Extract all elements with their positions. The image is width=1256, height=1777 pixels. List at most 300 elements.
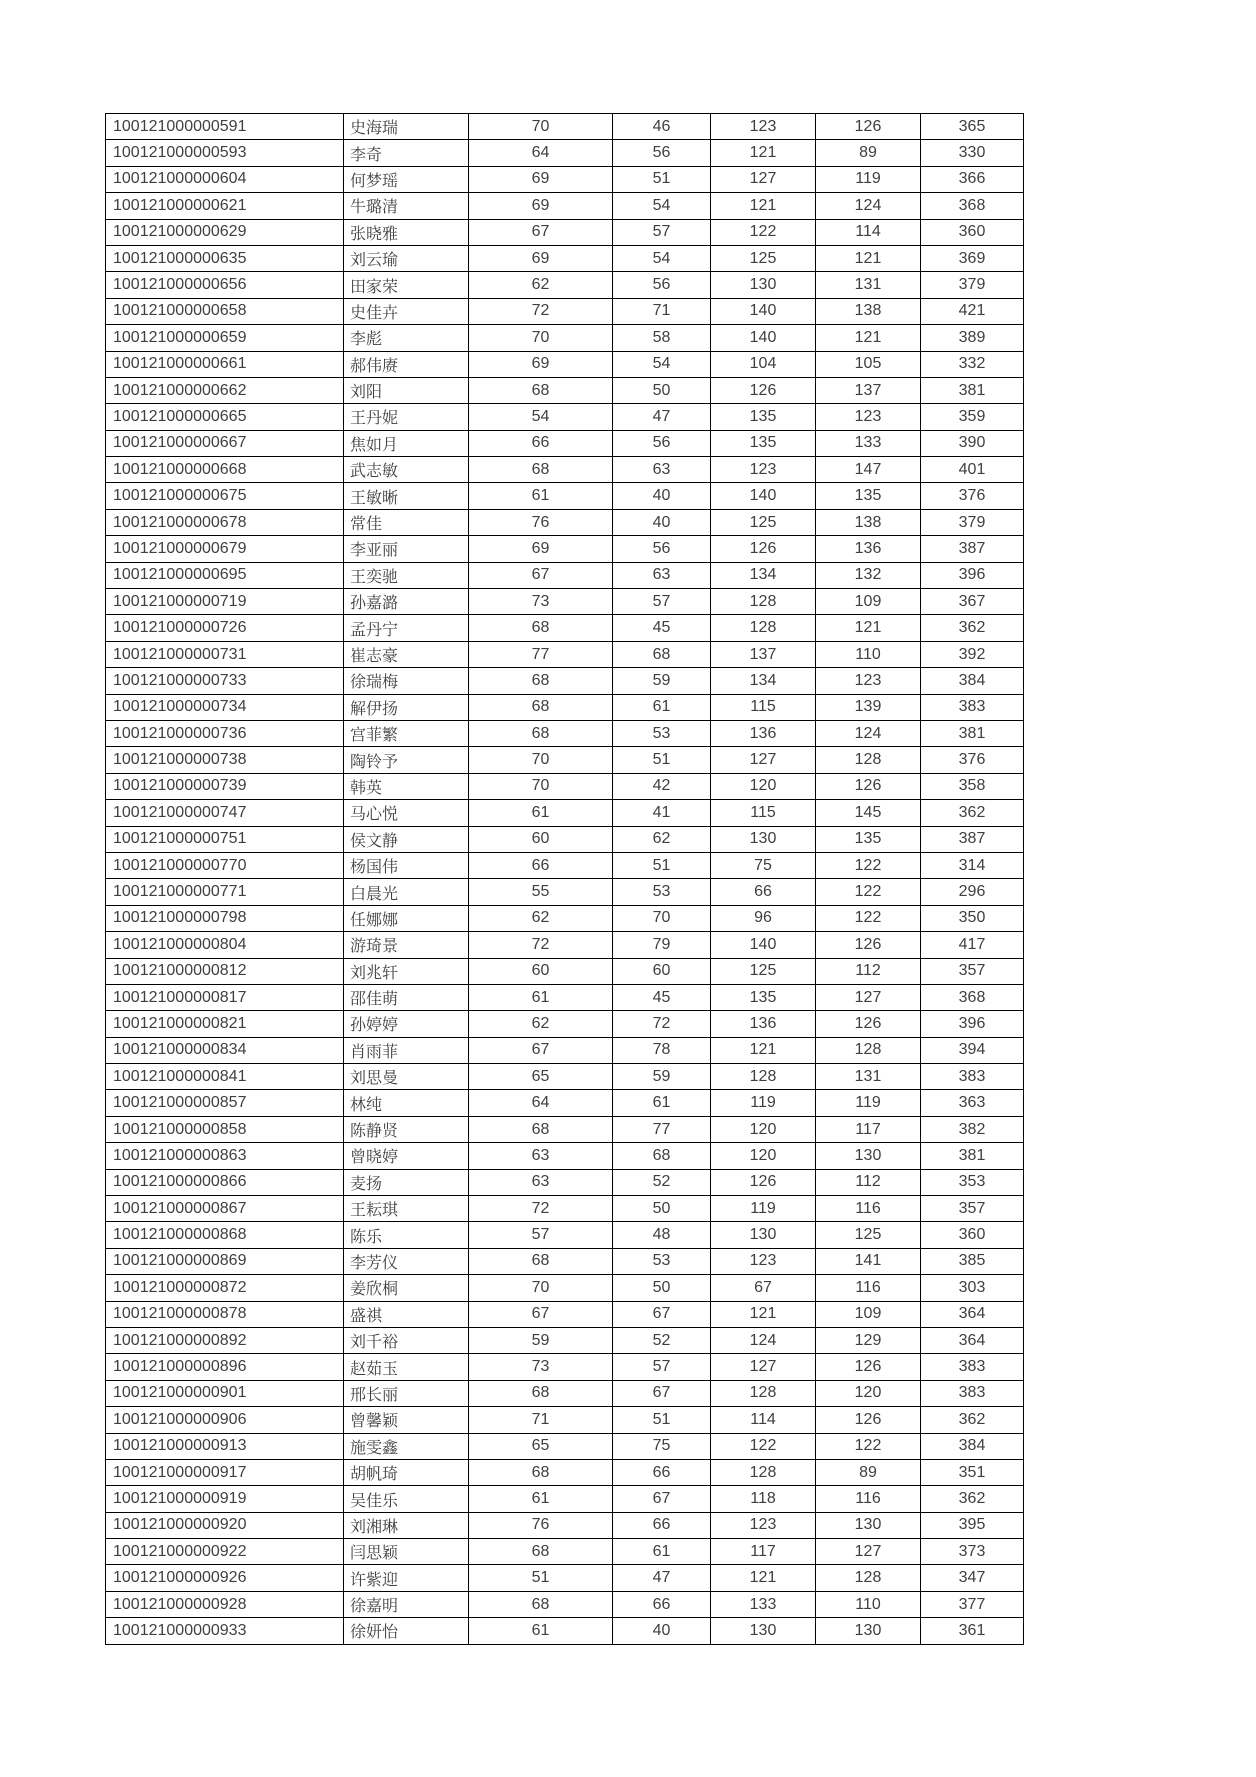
table-row bbox=[106, 536, 1024, 562]
table-row bbox=[106, 1380, 1024, 1406]
candidate-id-cell: 100121000000668 bbox=[106, 457, 344, 483]
score-3-cell: 117 bbox=[711, 1539, 816, 1565]
score-4-cell: 124 bbox=[816, 193, 921, 219]
score-4-cell: 138 bbox=[816, 298, 921, 324]
score-3-cell: 133 bbox=[711, 1591, 816, 1617]
candidate-name-cell: 徐嘉明 bbox=[344, 1591, 469, 1617]
table-row bbox=[106, 958, 1024, 984]
table-row bbox=[106, 1512, 1024, 1538]
score-4-cell: 116 bbox=[816, 1486, 921, 1512]
table-row bbox=[106, 747, 1024, 773]
candidate-id-cell: 100121000000719 bbox=[106, 589, 344, 615]
score-2-cell: 77 bbox=[613, 1116, 711, 1142]
total-score-cell: 369 bbox=[921, 245, 1024, 271]
score-3-cell: 130 bbox=[711, 272, 816, 298]
score-1-cell: 63 bbox=[469, 1143, 613, 1169]
candidate-id-cell: 100121000000841 bbox=[106, 1064, 344, 1090]
score-4-cell: 122 bbox=[816, 1433, 921, 1459]
score-2-cell: 59 bbox=[613, 1064, 711, 1090]
score-2-cell: 56 bbox=[613, 536, 711, 562]
score-1-cell: 68 bbox=[469, 1380, 613, 1406]
total-score-cell: 389 bbox=[921, 325, 1024, 351]
score-3-cell: 67 bbox=[711, 1275, 816, 1301]
score-1-cell: 51 bbox=[469, 1565, 613, 1591]
candidate-id-cell: 100121000000834 bbox=[106, 1037, 344, 1063]
score-4-cell: 121 bbox=[816, 245, 921, 271]
score-3-cell: 128 bbox=[711, 1459, 816, 1485]
score-4-cell: 131 bbox=[816, 1064, 921, 1090]
table-row bbox=[106, 668, 1024, 694]
total-score-cell: 357 bbox=[921, 958, 1024, 984]
score-3-cell: 136 bbox=[711, 1011, 816, 1037]
score-4-cell: 126 bbox=[816, 1011, 921, 1037]
score-1-cell: 67 bbox=[469, 219, 613, 245]
candidate-id-cell: 100121000000675 bbox=[106, 483, 344, 509]
score-2-cell: 52 bbox=[613, 1327, 711, 1353]
score-table bbox=[105, 113, 1024, 1645]
score-4-cell: 116 bbox=[816, 1196, 921, 1222]
candidate-id-cell: 100121000000593 bbox=[106, 140, 344, 166]
score-2-cell: 62 bbox=[613, 826, 711, 852]
candidate-name-cell: 白晨光 bbox=[344, 879, 469, 905]
total-score-cell: 296 bbox=[921, 879, 1024, 905]
score-3-cell: 127 bbox=[711, 1354, 816, 1380]
candidate-name-cell: 侯文静 bbox=[344, 826, 469, 852]
score-3-cell: 66 bbox=[711, 879, 816, 905]
total-score-cell: 357 bbox=[921, 1196, 1024, 1222]
score-1-cell: 59 bbox=[469, 1327, 613, 1353]
score-4-cell: 123 bbox=[816, 668, 921, 694]
total-score-cell: 347 bbox=[921, 1565, 1024, 1591]
score-4-cell: 126 bbox=[816, 114, 921, 140]
score-4-cell: 136 bbox=[816, 536, 921, 562]
candidate-name-cell: 李亚丽 bbox=[344, 536, 469, 562]
candidate-id-cell: 100121000000917 bbox=[106, 1459, 344, 1485]
score-4-cell: 109 bbox=[816, 1301, 921, 1327]
score-1-cell: 69 bbox=[469, 245, 613, 271]
candidate-name-cell: 王耘琪 bbox=[344, 1196, 469, 1222]
score-2-cell: 50 bbox=[613, 1275, 711, 1301]
score-3-cell: 134 bbox=[711, 562, 816, 588]
candidate-name-cell: 宫菲繁 bbox=[344, 720, 469, 746]
score-3-cell: 128 bbox=[711, 615, 816, 641]
score-1-cell: 61 bbox=[469, 984, 613, 1010]
score-3-cell: 75 bbox=[711, 852, 816, 878]
candidate-name-cell: 刘兆轩 bbox=[344, 958, 469, 984]
table-row bbox=[106, 562, 1024, 588]
score-3-cell: 120 bbox=[711, 1116, 816, 1142]
score-1-cell: 68 bbox=[469, 1248, 613, 1274]
total-score-cell: 362 bbox=[921, 1407, 1024, 1433]
score-4-cell: 112 bbox=[816, 1169, 921, 1195]
score-4-cell: 130 bbox=[816, 1143, 921, 1169]
score-1-cell: 60 bbox=[469, 826, 613, 852]
total-score-cell: 376 bbox=[921, 747, 1024, 773]
score-1-cell: 68 bbox=[469, 457, 613, 483]
score-2-cell: 67 bbox=[613, 1486, 711, 1512]
candidate-name-cell: 施雯鑫 bbox=[344, 1433, 469, 1459]
score-1-cell: 76 bbox=[469, 1512, 613, 1538]
candidate-name-cell: 曾晓婷 bbox=[344, 1143, 469, 1169]
candidate-name-cell: 李奇 bbox=[344, 140, 469, 166]
total-score-cell: 394 bbox=[921, 1037, 1024, 1063]
score-1-cell: 54 bbox=[469, 404, 613, 430]
candidate-id-cell: 100121000000747 bbox=[106, 800, 344, 826]
score-2-cell: 51 bbox=[613, 166, 711, 192]
score-2-cell: 67 bbox=[613, 1380, 711, 1406]
total-score-cell: 383 bbox=[921, 1064, 1024, 1090]
score-1-cell: 70 bbox=[469, 773, 613, 799]
score-2-cell: 70 bbox=[613, 905, 711, 931]
table-row bbox=[106, 1169, 1024, 1195]
score-4-cell: 89 bbox=[816, 1459, 921, 1485]
score-3-cell: 125 bbox=[711, 245, 816, 271]
score-1-cell: 70 bbox=[469, 114, 613, 140]
candidate-name-cell: 马心悦 bbox=[344, 800, 469, 826]
score-1-cell: 69 bbox=[469, 351, 613, 377]
table-row bbox=[106, 1354, 1024, 1380]
score-2-cell: 68 bbox=[613, 1143, 711, 1169]
candidate-id-cell: 100121000000734 bbox=[106, 694, 344, 720]
score-4-cell: 126 bbox=[816, 1354, 921, 1380]
score-3-cell: 126 bbox=[711, 377, 816, 403]
score-1-cell: 61 bbox=[469, 1486, 613, 1512]
score-4-cell: 128 bbox=[816, 747, 921, 773]
table-row bbox=[106, 1539, 1024, 1565]
candidate-name-cell: 李芳仪 bbox=[344, 1248, 469, 1274]
score-3-cell: 125 bbox=[711, 958, 816, 984]
score-2-cell: 51 bbox=[613, 747, 711, 773]
table-row bbox=[106, 1459, 1024, 1485]
table-row bbox=[106, 1143, 1024, 1169]
score-3-cell: 135 bbox=[711, 984, 816, 1010]
candidate-name-cell: 武志敏 bbox=[344, 457, 469, 483]
table-row bbox=[106, 1196, 1024, 1222]
total-score-cell: 360 bbox=[921, 1222, 1024, 1248]
candidate-name-cell: 刘思曼 bbox=[344, 1064, 469, 1090]
total-score-cell: 314 bbox=[921, 852, 1024, 878]
table-row bbox=[106, 1591, 1024, 1617]
score-4-cell: 127 bbox=[816, 984, 921, 1010]
total-score-cell: 351 bbox=[921, 1459, 1024, 1485]
table-row bbox=[106, 114, 1024, 140]
total-score-cell: 401 bbox=[921, 457, 1024, 483]
score-3-cell: 104 bbox=[711, 351, 816, 377]
total-score-cell: 390 bbox=[921, 430, 1024, 456]
table-row bbox=[106, 298, 1024, 324]
candidate-id-cell: 100121000000733 bbox=[106, 668, 344, 694]
total-score-cell: 384 bbox=[921, 1433, 1024, 1459]
candidate-id-cell: 100121000000933 bbox=[106, 1618, 344, 1644]
candidate-id-cell: 100121000000726 bbox=[106, 615, 344, 641]
table-row bbox=[106, 509, 1024, 535]
candidate-id-cell: 100121000000892 bbox=[106, 1327, 344, 1353]
score-2-cell: 57 bbox=[613, 589, 711, 615]
score-3-cell: 121 bbox=[711, 1037, 816, 1063]
candidate-name-cell: 王丹妮 bbox=[344, 404, 469, 430]
candidate-id-cell: 100121000000821 bbox=[106, 1011, 344, 1037]
total-score-cell: 353 bbox=[921, 1169, 1024, 1195]
score-2-cell: 47 bbox=[613, 1565, 711, 1591]
score-2-cell: 71 bbox=[613, 298, 711, 324]
total-score-cell: 362 bbox=[921, 800, 1024, 826]
score-3-cell: 130 bbox=[711, 826, 816, 852]
total-score-cell: 392 bbox=[921, 641, 1024, 667]
candidate-name-cell: 牛璐清 bbox=[344, 193, 469, 219]
candidate-id-cell: 100121000000804 bbox=[106, 932, 344, 958]
table-row bbox=[106, 1565, 1024, 1591]
score-1-cell: 64 bbox=[469, 1090, 613, 1116]
score-4-cell: 147 bbox=[816, 457, 921, 483]
score-3-cell: 120 bbox=[711, 1143, 816, 1169]
score-4-cell: 123 bbox=[816, 404, 921, 430]
candidate-name-cell: 任娜娜 bbox=[344, 905, 469, 931]
score-4-cell: 131 bbox=[816, 272, 921, 298]
score-3-cell: 123 bbox=[711, 1512, 816, 1538]
score-1-cell: 72 bbox=[469, 932, 613, 958]
total-score-cell: 367 bbox=[921, 589, 1024, 615]
score-1-cell: 61 bbox=[469, 1618, 613, 1644]
candidate-id-cell: 100121000000798 bbox=[106, 905, 344, 931]
score-1-cell: 65 bbox=[469, 1064, 613, 1090]
table-row bbox=[106, 1116, 1024, 1142]
candidate-name-cell: 张晓雅 bbox=[344, 219, 469, 245]
candidate-name-cell: 胡帆琦 bbox=[344, 1459, 469, 1485]
score-2-cell: 53 bbox=[613, 879, 711, 905]
candidate-name-cell: 盛祺 bbox=[344, 1301, 469, 1327]
table-row bbox=[106, 1248, 1024, 1274]
score-2-cell: 63 bbox=[613, 457, 711, 483]
score-3-cell: 122 bbox=[711, 219, 816, 245]
candidate-name-cell: 史佳卉 bbox=[344, 298, 469, 324]
score-4-cell: 110 bbox=[816, 1591, 921, 1617]
total-score-cell: 350 bbox=[921, 905, 1024, 931]
total-score-cell: 332 bbox=[921, 351, 1024, 377]
candidate-id-cell: 100121000000665 bbox=[106, 404, 344, 430]
candidate-id-cell: 100121000000863 bbox=[106, 1143, 344, 1169]
candidate-name-cell: 徐妍怡 bbox=[344, 1618, 469, 1644]
score-4-cell: 119 bbox=[816, 1090, 921, 1116]
score-4-cell: 126 bbox=[816, 932, 921, 958]
score-4-cell: 105 bbox=[816, 351, 921, 377]
candidate-id-cell: 100121000000920 bbox=[106, 1512, 344, 1538]
score-1-cell: 61 bbox=[469, 483, 613, 509]
candidate-id-cell: 100121000000928 bbox=[106, 1591, 344, 1617]
score-3-cell: 96 bbox=[711, 905, 816, 931]
score-2-cell: 72 bbox=[613, 1011, 711, 1037]
score-1-cell: 69 bbox=[469, 166, 613, 192]
score-1-cell: 57 bbox=[469, 1222, 613, 1248]
score-1-cell: 70 bbox=[469, 325, 613, 351]
score-1-cell: 62 bbox=[469, 1011, 613, 1037]
score-3-cell: 114 bbox=[711, 1407, 816, 1433]
total-score-cell: 381 bbox=[921, 377, 1024, 403]
candidate-id-cell: 100121000000739 bbox=[106, 773, 344, 799]
candidate-name-cell: 游琦景 bbox=[344, 932, 469, 958]
score-4-cell: 122 bbox=[816, 905, 921, 931]
score-1-cell: 67 bbox=[469, 1037, 613, 1063]
candidate-id-cell: 100121000000878 bbox=[106, 1301, 344, 1327]
score-2-cell: 79 bbox=[613, 932, 711, 958]
candidate-id-cell: 100121000000738 bbox=[106, 747, 344, 773]
score-3-cell: 128 bbox=[711, 589, 816, 615]
score-1-cell: 70 bbox=[469, 1275, 613, 1301]
table-row bbox=[106, 377, 1024, 403]
total-score-cell: 381 bbox=[921, 720, 1024, 746]
score-2-cell: 50 bbox=[613, 377, 711, 403]
table-row bbox=[106, 1407, 1024, 1433]
total-score-cell: 330 bbox=[921, 140, 1024, 166]
score-1-cell: 55 bbox=[469, 879, 613, 905]
total-score-cell: 364 bbox=[921, 1301, 1024, 1327]
score-1-cell: 62 bbox=[469, 272, 613, 298]
score-2-cell: 54 bbox=[613, 351, 711, 377]
table-row bbox=[106, 1301, 1024, 1327]
score-4-cell: 139 bbox=[816, 694, 921, 720]
score-3-cell: 122 bbox=[711, 1433, 816, 1459]
score-2-cell: 61 bbox=[613, 1090, 711, 1116]
candidate-name-cell: 闫思颖 bbox=[344, 1539, 469, 1565]
score-3-cell: 140 bbox=[711, 932, 816, 958]
total-score-cell: 366 bbox=[921, 166, 1024, 192]
candidate-name-cell: 林纯 bbox=[344, 1090, 469, 1116]
candidate-id-cell: 100121000000857 bbox=[106, 1090, 344, 1116]
total-score-cell: 362 bbox=[921, 615, 1024, 641]
candidate-id-cell: 100121000000771 bbox=[106, 879, 344, 905]
total-score-cell: 368 bbox=[921, 984, 1024, 1010]
score-3-cell: 128 bbox=[711, 1380, 816, 1406]
score-2-cell: 51 bbox=[613, 852, 711, 878]
candidate-name-cell: 郝伟赓 bbox=[344, 351, 469, 377]
score-1-cell: 66 bbox=[469, 430, 613, 456]
score-1-cell: 71 bbox=[469, 1407, 613, 1433]
score-4-cell: 135 bbox=[816, 483, 921, 509]
candidate-name-cell: 孙婷婷 bbox=[344, 1011, 469, 1037]
candidate-name-cell: 徐瑞梅 bbox=[344, 668, 469, 694]
score-4-cell: 116 bbox=[816, 1275, 921, 1301]
candidate-name-cell: 王奕驰 bbox=[344, 562, 469, 588]
score-2-cell: 61 bbox=[613, 1539, 711, 1565]
table-row bbox=[106, 219, 1024, 245]
table-row bbox=[106, 826, 1024, 852]
candidate-id-cell: 100121000000604 bbox=[106, 166, 344, 192]
candidate-id-cell: 100121000000906 bbox=[106, 1407, 344, 1433]
score-1-cell: 68 bbox=[469, 694, 613, 720]
score-3-cell: 121 bbox=[711, 1565, 816, 1591]
score-3-cell: 126 bbox=[711, 536, 816, 562]
score-1-cell: 60 bbox=[469, 958, 613, 984]
score-4-cell: 120 bbox=[816, 1380, 921, 1406]
score-1-cell: 68 bbox=[469, 1591, 613, 1617]
table-row bbox=[106, 483, 1024, 509]
score-1-cell: 67 bbox=[469, 1301, 613, 1327]
table-row bbox=[106, 879, 1024, 905]
score-2-cell: 56 bbox=[613, 430, 711, 456]
total-score-cell: 381 bbox=[921, 1143, 1024, 1169]
candidate-id-cell: 100121000000629 bbox=[106, 219, 344, 245]
score-4-cell: 119 bbox=[816, 166, 921, 192]
score-3-cell: 118 bbox=[711, 1486, 816, 1512]
candidate-name-cell: 邢长丽 bbox=[344, 1380, 469, 1406]
score-2-cell: 63 bbox=[613, 562, 711, 588]
candidate-name-cell: 刘阳 bbox=[344, 377, 469, 403]
table-row bbox=[106, 800, 1024, 826]
candidate-id-cell: 100121000000751 bbox=[106, 826, 344, 852]
table-row bbox=[106, 1011, 1024, 1037]
candidate-id-cell: 100121000000913 bbox=[106, 1433, 344, 1459]
table-row bbox=[106, 193, 1024, 219]
score-4-cell: 130 bbox=[816, 1618, 921, 1644]
total-score-cell: 385 bbox=[921, 1248, 1024, 1274]
total-score-cell: 384 bbox=[921, 668, 1024, 694]
total-score-cell: 379 bbox=[921, 509, 1024, 535]
candidate-name-cell: 麦扬 bbox=[344, 1169, 469, 1195]
table-row bbox=[106, 905, 1024, 931]
score-4-cell: 109 bbox=[816, 589, 921, 615]
score-1-cell: 77 bbox=[469, 641, 613, 667]
score-2-cell: 68 bbox=[613, 641, 711, 667]
table-row bbox=[106, 1037, 1024, 1063]
total-score-cell: 368 bbox=[921, 193, 1024, 219]
total-score-cell: 364 bbox=[921, 1327, 1024, 1353]
table-row bbox=[106, 1327, 1024, 1353]
score-3-cell: 136 bbox=[711, 720, 816, 746]
score-2-cell: 40 bbox=[613, 483, 711, 509]
score-2-cell: 45 bbox=[613, 615, 711, 641]
score-3-cell: 127 bbox=[711, 747, 816, 773]
score-3-cell: 126 bbox=[711, 1169, 816, 1195]
candidate-id-cell: 100121000000662 bbox=[106, 377, 344, 403]
score-1-cell: 73 bbox=[469, 1354, 613, 1380]
candidate-id-cell: 100121000000872 bbox=[106, 1275, 344, 1301]
score-4-cell: 124 bbox=[816, 720, 921, 746]
total-score-cell: 377 bbox=[921, 1591, 1024, 1617]
score-3-cell: 119 bbox=[711, 1196, 816, 1222]
score-4-cell: 110 bbox=[816, 641, 921, 667]
candidate-name-cell: 孙嘉潞 bbox=[344, 589, 469, 615]
score-1-cell: 68 bbox=[469, 1459, 613, 1485]
score-1-cell: 70 bbox=[469, 747, 613, 773]
score-3-cell: 120 bbox=[711, 773, 816, 799]
candidate-id-cell: 100121000000731 bbox=[106, 641, 344, 667]
score-1-cell: 62 bbox=[469, 905, 613, 931]
total-score-cell: 396 bbox=[921, 562, 1024, 588]
candidate-name-cell: 曾馨颖 bbox=[344, 1407, 469, 1433]
score-4-cell: 89 bbox=[816, 140, 921, 166]
score-4-cell: 138 bbox=[816, 509, 921, 535]
table-row bbox=[106, 694, 1024, 720]
candidate-name-cell: 刘湘琳 bbox=[344, 1512, 469, 1538]
candidate-id-cell: 100121000000866 bbox=[106, 1169, 344, 1195]
score-4-cell: 127 bbox=[816, 1539, 921, 1565]
candidate-id-cell: 100121000000659 bbox=[106, 325, 344, 351]
total-score-cell: 363 bbox=[921, 1090, 1024, 1116]
score-3-cell: 124 bbox=[711, 1327, 816, 1353]
score-2-cell: 45 bbox=[613, 984, 711, 1010]
score-3-cell: 121 bbox=[711, 193, 816, 219]
candidate-id-cell: 100121000000868 bbox=[106, 1222, 344, 1248]
score-4-cell: 145 bbox=[816, 800, 921, 826]
score-3-cell: 121 bbox=[711, 140, 816, 166]
score-4-cell: 128 bbox=[816, 1565, 921, 1591]
score-2-cell: 52 bbox=[613, 1169, 711, 1195]
table-row bbox=[106, 641, 1024, 667]
score-2-cell: 58 bbox=[613, 325, 711, 351]
candidate-name-cell: 邵佳萌 bbox=[344, 984, 469, 1010]
score-2-cell: 50 bbox=[613, 1196, 711, 1222]
score-4-cell: 126 bbox=[816, 1407, 921, 1433]
score-4-cell: 141 bbox=[816, 1248, 921, 1274]
